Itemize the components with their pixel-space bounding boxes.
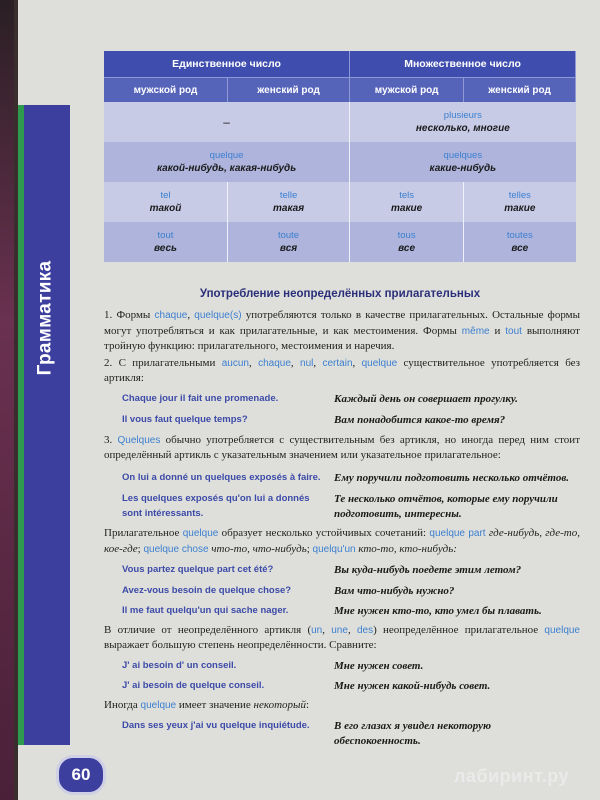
cell-dash [104,102,350,142]
cell-fr: plusieurs [443,110,482,121]
cell-quelques [350,142,576,182]
text: 3. [104,433,118,446]
example-russian: Вам что-нибудь нужно? [334,584,455,597]
example-row [104,392,580,407]
section-title: Употребление неопределённых прилагательных [199,288,481,300]
header-plural: Множественное число [350,51,576,78]
example-row [104,604,580,619]
page-number-text: 60 [71,765,91,784]
cell-fr: quelques [443,150,483,161]
example-russian: Ему поручили подготовить несколько отчётов. [334,471,570,484]
cell-ru: несколько, многие [415,123,510,134]
table-row [104,142,576,182]
example-row [104,659,580,674]
cell-ru: все [398,243,416,254]
text: некоторый [253,698,307,711]
cell-fr: tous [397,230,416,241]
keyword: quelque [182,528,219,539]
example-row [104,413,580,428]
keyword: Quelques [117,434,161,446]
paragraph-3 [104,433,580,463]
cell-telles [464,182,576,222]
cell-ru: какие-нибудь [429,163,497,174]
example-row [104,563,580,578]
text: 1. Формы [104,309,155,321]
example-french: Il me faut quelqu'un qui sache nager. [122,605,289,616]
keyword: une [331,624,348,636]
example-russian: В его глазах я увидел некоторую обеспокоенность. [334,720,491,747]
text: , [187,309,195,321]
cell-ru: такие [391,203,423,214]
text: Прилагательное [104,527,183,539]
keyword: quelque(s) [194,310,242,321]
header-fem-sg: женский род [227,78,349,103]
example-french: J' ai besoin d' un conseil. [122,659,237,671]
paragraph-2 [104,356,580,386]
example-russian: Те несколько отчётов, которые ему поручили подготовить, интересны. [334,493,558,520]
example-russian: Мне нужен кто-то, кто умел бы плавать. [334,605,542,617]
text: 2. С прилагательными [104,356,222,369]
keyword: chaque [154,310,188,321]
table-row [104,182,576,222]
text: ; [137,542,144,555]
sidebar-accent [18,105,24,745]
example-row [104,679,580,694]
cell-ru: такой [149,203,182,214]
cell-toutes [464,222,576,262]
example-russian: Вам понадобится какое-то время? [334,414,506,426]
paragraph-6 [104,698,580,714]
header-singular: Единственное число [104,51,350,78]
cell-ru: все [511,243,529,254]
example-russian: Мне нужен совет. [334,659,424,672]
header-fem-pl: женский род [464,78,576,103]
example-french: Avez-vous besoin de quelque chose? [122,584,292,596]
keyword: quelque chose [143,543,209,555]
cell-quelque [104,142,350,182]
chapter-title-text: Грамматика [34,260,55,376]
example-french: Les quelques exposés qu'on lui a donnés sont intéressants. [122,493,310,519]
text: имеет значение [176,698,254,711]
keyword: quelque [361,357,398,369]
book-spine [0,0,14,800]
text: где-нибудь, где-то, кое-где [104,527,580,555]
keyword: quelqu'un [312,543,356,555]
text: выполняют тройную функцию: прилагательного, местоимения и наречия. [104,324,580,352]
watermark-logo: лабиринт.ру [454,766,570,786]
keyword: des [356,624,374,636]
example-french: Dans ses yeux j'ai vu quelque inquiétude. [122,720,310,731]
keyword: nul [300,357,314,369]
keyword: chaque [258,357,291,369]
text: , [290,356,301,369]
text: что-то, что-нибудь [208,542,307,555]
cell-plusieurs [350,102,576,142]
body-text [104,308,580,748]
text: , [313,356,323,369]
chapter-title [23,248,67,388]
example-french: Chaque jour il fait une promenade. [122,392,279,404]
example-french: On lui a donné un quelques exposés à faire. [122,471,321,483]
text: В отличие от неопределённого артикля ( [104,623,312,636]
cell-fr: toute [277,230,300,241]
text: , [347,623,357,636]
text: : [306,698,310,711]
cell-ru: такая [272,203,305,214]
cell-telle [227,182,349,222]
example-french: J' ai besoin de quelque conseil. [122,680,265,691]
table-row [104,222,576,262]
dash-text: – [223,115,230,129]
chapter-sidebar [18,105,70,745]
example-french: Vous partez quelque part cet été? [122,564,274,575]
cell-tout [104,222,227,262]
cell-tel [104,182,227,222]
cell-ru: вся [279,243,298,254]
cell-fr: telle [279,190,298,201]
text: образует несколько устойчивых сочетаний: [218,527,430,539]
text: ) неопределённое прилагательное [373,623,545,636]
header-masc-pl: мужской род [350,78,464,103]
keyword: tout [505,325,522,337]
cell-fr: tel [160,190,171,201]
table-row [104,102,576,142]
table-subheader-row [104,78,576,103]
example-russian: Вы куда-нибудь поедете этим летом? [334,564,522,576]
text: обычно употребляется с существительным без артикля, но иногда перед ним стоит определённый артикль с указательным значением или указательное прилагательное: [104,433,581,461]
cell-fr: toutes [506,230,533,241]
paragraph-4 [104,526,580,557]
text: , [352,356,362,369]
example-russian: Мне нужен какой-нибудь совет. [334,680,491,692]
keyword: un [311,624,323,636]
cell-tels [350,182,464,222]
paragraph-1 [104,308,580,354]
text: существительное употребляется без артикля: [104,356,581,384]
paragraph-5 [104,623,580,653]
cell-ru: такие [504,203,536,214]
adjectives-table [104,51,576,262]
cell-fr: tels [399,190,414,201]
text: употребляются только в качестве прилагательных. Остальные формы могут употребляться и как прилагательные, и как местоимения. Формы [104,309,580,337]
cell-fr: quelque [209,150,244,161]
keyword: aucun [221,357,249,369]
table-header-row [104,51,576,78]
example-russian: Каждый день он совершает прогулку. [334,392,518,405]
example-row [104,492,580,521]
cell-toute [227,222,349,262]
keyword: quelque [544,624,580,636]
cell-tous [350,222,464,262]
text: Иногда [104,698,141,711]
text: , [248,356,259,369]
example-row [104,719,580,748]
example-french: Il vous faut quelque temps? [122,414,248,425]
keyword: quelque part [429,528,486,539]
example-row [104,584,580,599]
cell-ru: весь [153,243,177,254]
text: , [322,623,332,636]
page-number [56,755,106,795]
keyword: quelque [140,699,177,711]
keyword: certain [322,357,353,369]
example-row [104,471,580,486]
text: ; [306,542,313,555]
text: кто-то, кто-нибудь: [355,542,457,555]
text: и [489,324,506,337]
header-masc-sg: мужской род [104,78,227,103]
keyword: même [461,325,490,337]
cell-fr: telles [508,190,531,201]
text: выражает большую степень неопределённости. Сравните: [104,639,377,651]
cell-ru: какой-нибудь, какая-нибудь [156,163,297,174]
cell-fr: tout [157,230,174,241]
